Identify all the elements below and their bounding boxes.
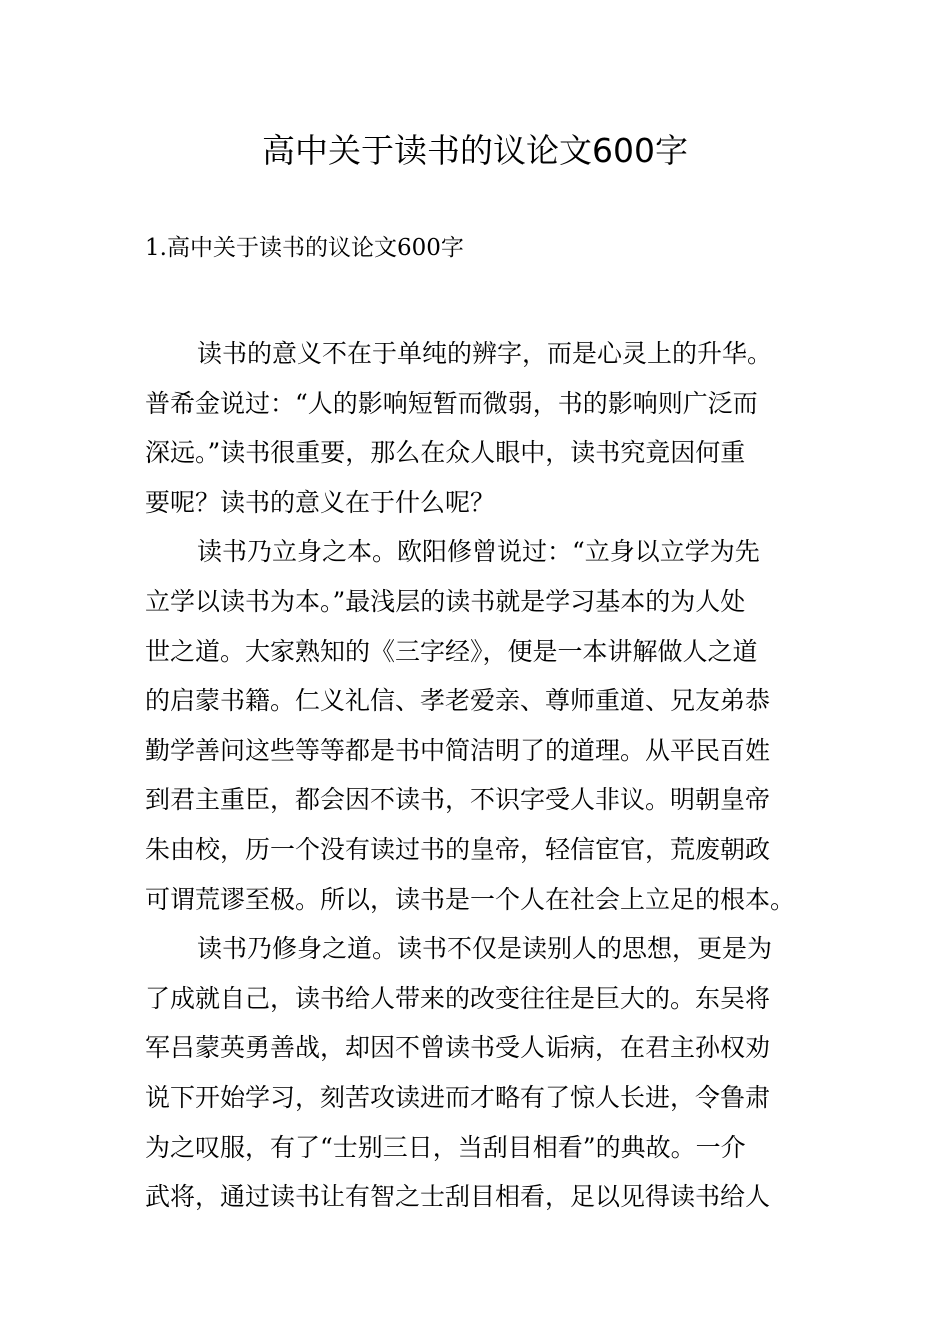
body-line: 朱由校，历一个没有读过书的皇帝，轻信宦官，荒废朝政 [145,834,771,864]
body-line: 武将，通过读书让有智之士刮目相看，足以见得读书给人 [145,1182,771,1212]
document-title: 高中关于读书的议论文600字 [262,131,688,170]
body-line: 普希金说过：“人的影响短暂而微弱，书的影响则广泛而 [145,388,758,418]
body-line: 读书乃修身之道。读书不仅是读别人的思想，更是为 [197,934,773,964]
body-line: 世之道。大家熟知的《三字经》，便是一本讲解做人之道 [145,636,758,666]
body-line: 了成就自己，读书给人带来的改变往往是巨大的。东吴将 [145,983,771,1013]
body-line: 深远。”读书很重要，那么在众人眼中，读书究竟因何重 [145,438,746,468]
body-line: 立学以读书为本。”最浅层的读书就是学习基本的为人处 [145,586,746,616]
body-line: 为之叹服，有了“士别三日，当刮目相看”的典故。一介 [145,1132,746,1162]
body-line: 的启蒙书籍。仁义礼信、孝老爱亲、尊师重道、兄友弟恭 [145,686,771,716]
body-line: 到君主重臣，都会因不读书，不识字受人非议。明朝皇帝 [145,785,771,815]
body-line: 军吕蒙英勇善战，却因不曾读书受人诟病，在君主孙权劝 [145,1033,771,1063]
body-line: 可谓荒谬至极。所以，读书是一个人在社会上立足的根本。 [145,884,796,914]
body-text [145,329,815,1222]
body-line: 要呢？读书的意义在于什么呢？ [145,487,496,517]
body-line: 勤学善问这些等等都是书中简洁明了的道理。从平民百姓 [145,735,771,765]
body-line: 读书乃立身之本。欧阳修曾说过：“立身以立学为先 [197,537,760,567]
body-line: 读书的意义不在于单纯的辨字，而是心灵上的升华。 [197,339,773,368]
section-heading: 1.高中关于读书的议论文600字 [145,235,464,261]
body-line: 说下开始学习，刻苦攻读进而才略有了惊人长进，令鲁肃 [145,1082,771,1112]
